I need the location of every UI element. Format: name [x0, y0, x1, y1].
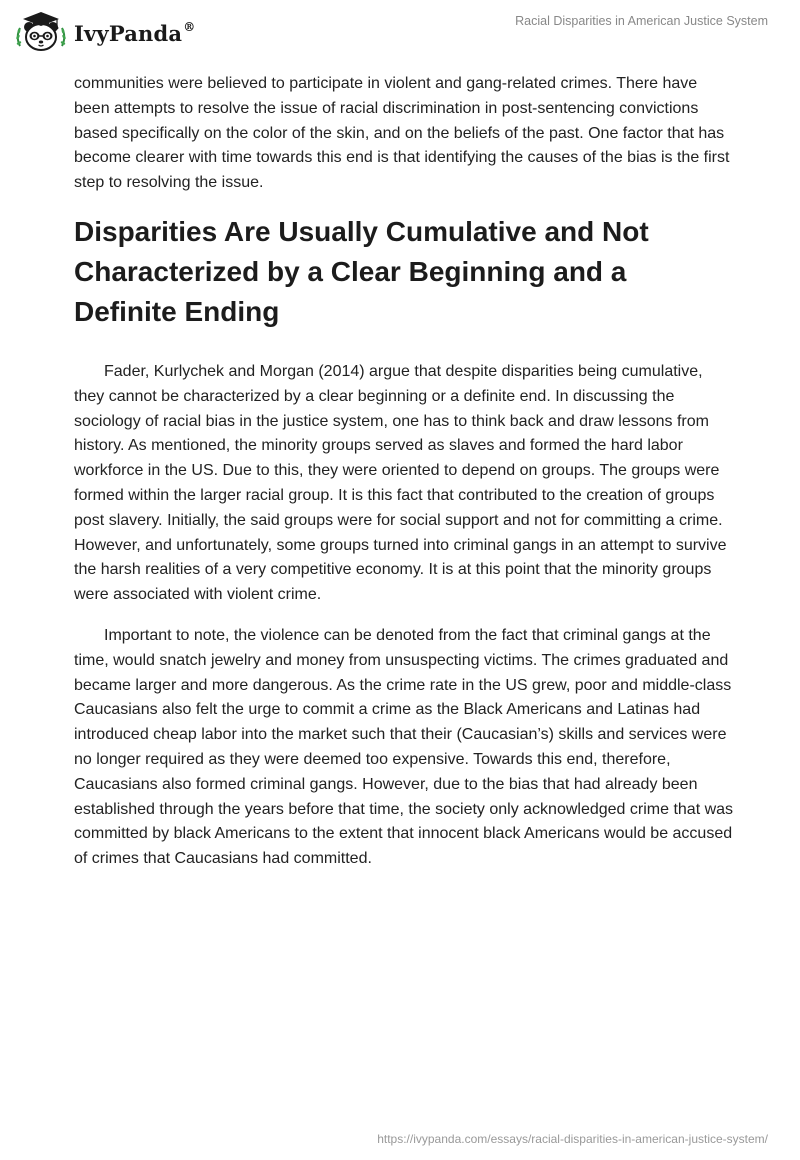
section-heading: Disparities Are Usually Cumulative and Not Characterized by a Clear Beginning and a Definite Ending [74, 215, 649, 327]
logo-text [74, 21, 195, 46]
document-title: Racial Disparities in American Justice System [515, 14, 768, 28]
page-header [0, 0, 800, 60]
logo-wordmark: IvyPanda [74, 20, 183, 46]
registered-mark: ® [183, 19, 196, 34]
intro-paragraph: communities were believed to participate in violent and gang-related crimes. There have been attempts to resolve the issue of racial discrimination in post-sentencing convictions based specifically on the color of the skin, and on the beliefs of the past. One factor that has become clearer with time towards this end is that identifying the causes of the bias is the first step to resolving the issue. [74, 75, 730, 192]
source-url-link[interactable]: https://ivypanda.com/essays/racial-disparities-in-american-justice-system/ [377, 1132, 768, 1146]
body-paragraph-1: Fader, Kurlychek and Morgan (2014) argue that despite disparities being cumulative, they cannot be characterized by a clear beginning or a definite end. In discussing the sociology of racial bias in the justice system, one has to think back and draw lessons from history. As mentioned, the minority groups served as slaves and formed the hard labor workforce in the US. Due to this, they were oriented to depend on groups. The groups were formed within the larger racial group. It is this fact that contributed to the creation of groups post slavery. Initially, the said groups were for social support and not for committing a crime. However, and unfortunately, some groups turned into criminal gangs in an attempt to survive the harsh realities of a very competitive economy. It is at this point that the minority groups were associated with violent crime. [74, 362, 727, 604]
body-paragraph-2: Important to note, the violence can be denoted from the fact that criminal gangs at the time, would snatch jewelry and money from unsuspecting victims. The crimes graduated and became larger and more dangerous. As the crime rate in the US grew, poor and middle-class Caucasians also felt the urge to commit a crime as the Black Americans and Latinas had introduced cheap labor into the market such that their (Caucasian’s) skills and services were no longer required as they were deemed too expensive. Towards this end, therefore, Caucasians also formed criminal gangs. However, due to the bias that had already been established through the years before that time, the society only acknowledged crime that was committed by black Americans to the extent that innocent black Americans would be accused of crimes that Caucasians had committed. [74, 626, 734, 868]
panda-graduate-icon [14, 10, 68, 54]
essay-content [74, 72, 734, 872]
ivypanda-logo[interactable] [14, 10, 195, 54]
